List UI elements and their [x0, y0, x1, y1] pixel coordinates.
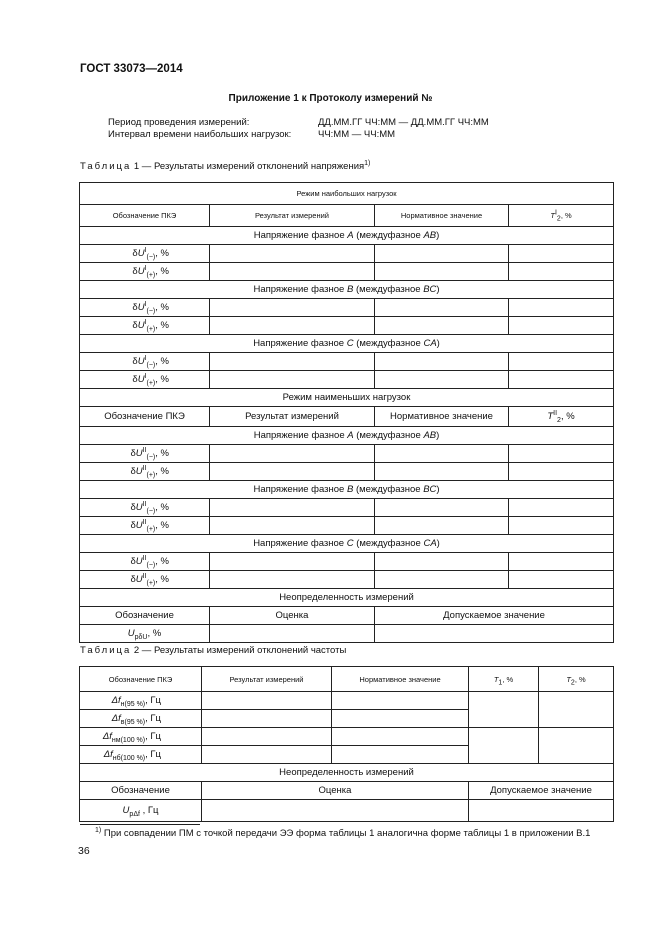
t2-cell[interactable] [509, 463, 614, 481]
phase-b-heading: Напряжение фазное B (междуфазное BC) [80, 481, 614, 499]
result-cell[interactable] [202, 710, 332, 728]
col-t2-header: $T_2$, % [539, 667, 614, 692]
norm-cell[interactable] [375, 353, 509, 371]
estimate-cell[interactable] [202, 800, 469, 822]
table2-caption: Таблица 2 — Результаты измерений отклонений частоты [80, 645, 347, 656]
interval-label: Интервал времени наибольших нагрузок: [108, 129, 292, 140]
t1-cell[interactable] [469, 692, 539, 728]
col-norm-header: Нормативное значение [375, 205, 509, 227]
col-allowed-header: Допускаемое значение [469, 782, 614, 800]
result-cell[interactable] [210, 463, 375, 481]
indicator-cell: $\Delta f_{в(95 \%)}$, Гц [80, 710, 202, 728]
norm-cell[interactable] [375, 245, 509, 263]
col-t1-header: $T_1$, % [469, 667, 539, 692]
indicator-cell: $\Delta f_{нб(100 \%)}$, Гц [80, 746, 202, 764]
t2-cell[interactable] [509, 245, 614, 263]
col-indicator-header: Обозначение ПКЭ [80, 407, 210, 427]
appendix-title: Приложение 1 к Протоколу измерений № [228, 93, 433, 104]
estimate-cell[interactable] [210, 625, 375, 643]
norm-cell[interactable] [332, 728, 469, 746]
result-cell[interactable] [210, 517, 375, 535]
norm-cell[interactable] [332, 710, 469, 728]
col-t2-header: $T^I_2$, % [509, 205, 614, 227]
norm-cell[interactable] [375, 445, 509, 463]
mode-max-header: Режим наибольших нагрузок [80, 183, 614, 205]
t2-cell[interactable] [539, 692, 614, 728]
result-cell[interactable] [210, 571, 375, 589]
norm-cell[interactable] [375, 517, 509, 535]
indicator-cell: $\delta U^I_{(-)}$, % [80, 299, 210, 317]
t2-cell[interactable] [509, 553, 614, 571]
result-cell[interactable] [202, 746, 332, 764]
uncertainty-indicator: $U_{p\delta U}$, % [80, 625, 210, 643]
col-allowed-header: Допускаемое значение [375, 607, 614, 625]
voltage-deviation-table [79, 182, 614, 643]
indicator-cell: $\delta U^I_{(-)}$, % [80, 245, 210, 263]
indicator-cell: $\delta U^{II}_{(-)}$, % [80, 445, 210, 463]
indicator-cell: $\delta U^I_{(+)}$, % [80, 263, 210, 281]
col-designation-header: Обозначение [80, 782, 202, 800]
col-estimate-header: Оценка [202, 782, 469, 800]
col-estimate-header: Оценка [210, 607, 375, 625]
indicator-cell: $\delta U^{II}_{(+)}$, % [80, 517, 210, 535]
result-cell[interactable] [210, 353, 375, 371]
indicator-cell: $\delta U^{II}_{(-)}$, % [80, 553, 210, 571]
period-label: Период проведения измерений: [108, 117, 250, 128]
norm-cell[interactable] [332, 692, 469, 710]
allowed-cell[interactable] [375, 625, 614, 643]
uncertainty-heading: Неопределенность измерений [80, 589, 614, 607]
footnote-separator [80, 824, 200, 825]
col-indicator-header: Обозначение ПКЭ [80, 205, 210, 227]
t2-cell[interactable] [509, 445, 614, 463]
norm-cell[interactable] [375, 499, 509, 517]
result-cell[interactable] [210, 317, 375, 335]
allowed-cell[interactable] [469, 800, 614, 822]
standard-number: ГОСТ 33073—2014 [80, 63, 183, 75]
indicator-cell: $\delta U^I_{(+)}$, % [80, 317, 210, 335]
phase-c-heading: Напряжение фазное C (междуфазное CA) [80, 335, 614, 353]
t2-cell[interactable] [509, 263, 614, 281]
norm-cell[interactable] [375, 317, 509, 335]
uncertainty-indicator: $U_{p\Delta f}$ , Гц [80, 800, 202, 822]
norm-cell[interactable] [375, 263, 509, 281]
indicator-cell: $\delta U^I_{(+)}$, % [80, 371, 210, 389]
col-designation-header: Обозначение [80, 607, 210, 625]
norm-cell[interactable] [375, 463, 509, 481]
phase-a-heading: Напряжение фазное A (междуфазное AB) [80, 427, 614, 445]
table1-caption: Таблица 1 — Результаты измерений отклонений напряжения$^{1)}$ [80, 159, 371, 172]
uncertainty-heading: Неопределенность измерений [80, 764, 614, 782]
col-norm-header: Нормативное значение [332, 667, 469, 692]
footnote: $^{1)}$ При совпадении ПМ с точкой передачи ЭЭ форма таблицы 1 аналогична форме таблицы 1 в приложении В.1 [95, 826, 591, 839]
result-cell[interactable] [202, 692, 332, 710]
norm-cell[interactable] [375, 553, 509, 571]
indicator-cell: $\delta U^{II}_{(+)}$, % [80, 571, 210, 589]
col-result-header: Результат измерений [210, 205, 375, 227]
col-norm-header: Нормативное значение [375, 407, 509, 427]
phase-c-heading: Напряжение фазное C (междуфазное CA) [80, 535, 614, 553]
result-cell[interactable] [210, 445, 375, 463]
result-cell[interactable] [210, 553, 375, 571]
frequency-deviation-table [79, 666, 614, 822]
result-cell[interactable] [210, 371, 375, 389]
result-cell[interactable] [210, 499, 375, 517]
phase-b-heading: Напряжение фазное B (междуфазное BC) [80, 281, 614, 299]
t2-cell[interactable] [509, 499, 614, 517]
interval-value: ЧЧ:ММ — ЧЧ:ММ [318, 129, 396, 140]
col-result-header: Результат измерений [210, 407, 375, 427]
t2-cell[interactable] [509, 317, 614, 335]
norm-cell[interactable] [332, 746, 469, 764]
indicator-cell: $\Delta f_{нм(100 \%)}$, Гц [80, 728, 202, 746]
t2-cell[interactable] [509, 299, 614, 317]
period-value: ДД.ММ.ГГ ЧЧ:ММ — ДД.ММ.ГГ ЧЧ:ММ [318, 117, 489, 128]
t1-cell[interactable] [469, 728, 539, 764]
result-cell[interactable] [210, 245, 375, 263]
norm-cell[interactable] [375, 299, 509, 317]
page-number: 36 [78, 845, 90, 857]
indicator-cell: $\delta U^{II}_{(-)}$, % [80, 499, 210, 517]
t2-cell[interactable] [509, 571, 614, 589]
norm-cell[interactable] [375, 571, 509, 589]
indicator-cell: $\Delta f_{н(95 \%)}$, Гц [80, 692, 202, 710]
phase-a-heading: Напряжение фазное A (междуфазное AB) [80, 227, 614, 245]
result-cell[interactable] [210, 263, 375, 281]
t2-cell[interactable] [509, 371, 614, 389]
t2-cell[interactable] [539, 728, 614, 764]
t2-cell[interactable] [509, 353, 614, 371]
indicator-cell: $\delta U^{II}_{(+)}$, % [80, 463, 210, 481]
result-cell[interactable] [202, 728, 332, 746]
t2-cell[interactable] [509, 517, 614, 535]
mode-min-header: Режим наименьших нагрузок [80, 389, 614, 407]
col-result-header: Результат измерений [202, 667, 332, 692]
col-t2-header: $T^{II}_2$, % [509, 407, 614, 427]
col-indicator-header: Обозначение ПКЭ [80, 667, 202, 692]
indicator-cell: $\delta U^I_{(-)}$, % [80, 353, 210, 371]
result-cell[interactable] [210, 299, 375, 317]
norm-cell[interactable] [375, 371, 509, 389]
